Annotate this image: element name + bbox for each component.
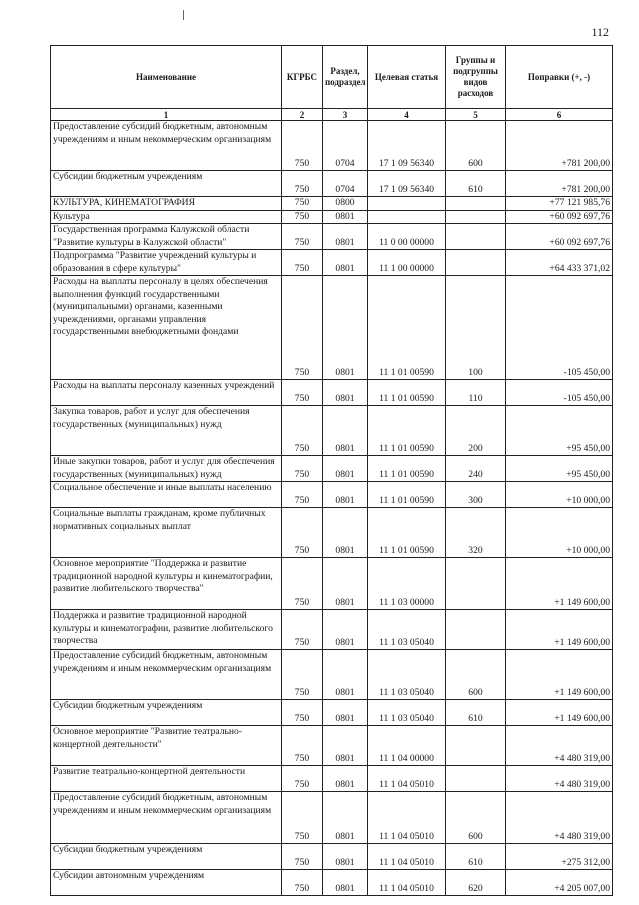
row-amount: +1 149 600,00 bbox=[506, 610, 613, 650]
row-target: 11 1 04 05010 bbox=[368, 870, 446, 896]
row-kgrbs: 750 bbox=[282, 844, 323, 870]
row-group: 600 bbox=[446, 792, 506, 844]
row-kgrbs: 750 bbox=[282, 276, 323, 380]
budget-table bbox=[50, 45, 613, 896]
row-section: 0801 bbox=[323, 276, 368, 380]
row-kgrbs: 750 bbox=[282, 766, 323, 792]
page-number: 112 bbox=[591, 25, 609, 39]
row-section: 0801 bbox=[323, 844, 368, 870]
row-group: 300 bbox=[446, 482, 506, 508]
row-name: Субсидии бюджетным учреждениям bbox=[51, 700, 282, 726]
table-row bbox=[51, 650, 613, 700]
row-amount: +60 092 697,76 bbox=[506, 224, 613, 250]
row-amount: +60 092 697,76 bbox=[506, 210, 613, 224]
column-number: 4 bbox=[368, 109, 446, 121]
row-kgrbs: 750 bbox=[282, 650, 323, 700]
table-row bbox=[51, 844, 613, 870]
row-kgrbs: 750 bbox=[282, 224, 323, 250]
row-name: Государственная программа Калужской области "Развитие культуры в Калужской области" bbox=[51, 224, 282, 250]
row-target: 17 1 09 56340 bbox=[368, 121, 446, 171]
row-amount: +781 200,00 bbox=[506, 121, 613, 171]
row-name: Развитие театрально-концертной деятельности bbox=[51, 766, 282, 792]
row-section: 0801 bbox=[323, 406, 368, 456]
row-kgrbs: 750 bbox=[282, 792, 323, 844]
row-section: 0801 bbox=[323, 250, 368, 276]
table-row bbox=[51, 766, 613, 792]
table-row bbox=[51, 456, 613, 482]
table-row bbox=[51, 726, 613, 766]
header-amendments: Поправки (+, -) bbox=[506, 46, 613, 109]
row-section: 0801 bbox=[323, 224, 368, 250]
row-target: 11 1 03 05040 bbox=[368, 610, 446, 650]
row-name: Поддержка и развитие традиционной народной культуры и кинематографии, развитие любительского творчества bbox=[51, 610, 282, 650]
row-target: 11 1 01 00590 bbox=[368, 380, 446, 406]
row-target: 11 1 01 00590 bbox=[368, 508, 446, 558]
row-name: Социальные выплаты гражданам, кроме публичных нормативных социальных выплат bbox=[51, 508, 282, 558]
row-target: 11 1 03 05040 bbox=[368, 650, 446, 700]
table-row bbox=[51, 610, 613, 650]
column-number: 2 bbox=[282, 109, 323, 121]
row-amount: +4 480 319,00 bbox=[506, 766, 613, 792]
row-amount: +10 000,00 bbox=[506, 482, 613, 508]
row-name: Социальное обеспечение и иные выплаты населению bbox=[51, 482, 282, 508]
row-name: Субсидии бюджетным учреждениям bbox=[51, 844, 282, 870]
row-name: Предоставление субсидий бюджетным, автономным учреждениям и иным некоммерческим организациям bbox=[51, 121, 282, 171]
row-group: 600 bbox=[446, 121, 506, 171]
header-name: Наименование bbox=[51, 46, 282, 109]
row-group: 620 bbox=[446, 870, 506, 896]
row-amount: +95 450,00 bbox=[506, 456, 613, 482]
row-section: 0801 bbox=[323, 558, 368, 610]
table-header-row bbox=[51, 46, 613, 109]
row-group bbox=[446, 197, 506, 211]
table-row bbox=[51, 380, 613, 406]
table-row bbox=[51, 558, 613, 610]
header-target: Целевая статья bbox=[368, 46, 446, 109]
row-amount: +10 000,00 bbox=[506, 508, 613, 558]
row-kgrbs: 750 bbox=[282, 558, 323, 610]
row-amount: +64 433 371,02 bbox=[506, 250, 613, 276]
row-section: 0801 bbox=[323, 650, 368, 700]
row-amount: +275 312,00 bbox=[506, 844, 613, 870]
table-row bbox=[51, 406, 613, 456]
row-name: Субсидии бюджетным учреждениям bbox=[51, 171, 282, 197]
table-row bbox=[51, 276, 613, 380]
table-row bbox=[51, 508, 613, 558]
row-amount: +4 480 319,00 bbox=[506, 726, 613, 766]
row-name: Субсидии автономным учреждениям bbox=[51, 870, 282, 896]
row-target: 11 1 04 00000 bbox=[368, 726, 446, 766]
row-amount: +1 149 600,00 bbox=[506, 558, 613, 610]
row-target: 11 1 04 05010 bbox=[368, 844, 446, 870]
row-name: Подпрограмма "Развитие учреждений культуры и образования в сфере культуры" bbox=[51, 250, 282, 276]
row-amount: +1 149 600,00 bbox=[506, 650, 613, 700]
row-name: Расходы на выплаты персоналу в целях обеспечения выполнения функций государственными (муниципальными) органами, казенными учреждениями, органами управления государственными внебюджетными фондами bbox=[51, 276, 282, 380]
row-kgrbs: 750 bbox=[282, 406, 323, 456]
row-group bbox=[446, 610, 506, 650]
row-name: Иные закупки товаров, работ и услуг для обеспечения государственных (муниципальных) нужд bbox=[51, 456, 282, 482]
row-target: 11 1 04 05010 bbox=[368, 766, 446, 792]
row-target: 11 1 01 00590 bbox=[368, 276, 446, 380]
row-target bbox=[368, 197, 446, 211]
row-section: 0801 bbox=[323, 726, 368, 766]
table-row bbox=[51, 121, 613, 171]
row-target: 11 1 03 00000 bbox=[368, 558, 446, 610]
row-section: 0801 bbox=[323, 482, 368, 508]
row-section: 0801 bbox=[323, 792, 368, 844]
row-kgrbs: 750 bbox=[282, 380, 323, 406]
row-group: 240 bbox=[446, 456, 506, 482]
row-kgrbs: 750 bbox=[282, 250, 323, 276]
row-section: 0704 bbox=[323, 171, 368, 197]
row-target bbox=[368, 210, 446, 224]
row-kgrbs: 750 bbox=[282, 197, 323, 211]
row-target: 11 1 00 00000 bbox=[368, 250, 446, 276]
table-row bbox=[51, 197, 613, 211]
row-amount: +95 450,00 bbox=[506, 406, 613, 456]
row-group: 600 bbox=[446, 650, 506, 700]
column-number: 1 bbox=[51, 109, 282, 121]
row-section: 0704 bbox=[323, 121, 368, 171]
row-amount: +4 205 007,00 bbox=[506, 870, 613, 896]
row-group: 100 bbox=[446, 276, 506, 380]
row-section: 0801 bbox=[323, 508, 368, 558]
column-number: 3 bbox=[323, 109, 368, 121]
row-section: 0800 bbox=[323, 197, 368, 211]
row-group: 320 bbox=[446, 508, 506, 558]
column-number-row bbox=[51, 109, 613, 121]
table-body bbox=[51, 121, 613, 896]
row-target: 11 1 03 05040 bbox=[368, 700, 446, 726]
row-target: 11 0 00 00000 bbox=[368, 224, 446, 250]
row-amount: -105 450,00 bbox=[506, 380, 613, 406]
row-section: 0801 bbox=[323, 380, 368, 406]
row-group: 610 bbox=[446, 171, 506, 197]
row-group bbox=[446, 250, 506, 276]
row-section: 0801 bbox=[323, 700, 368, 726]
row-group bbox=[446, 224, 506, 250]
row-name: КУЛЬТУРА, КИНЕМАТОГРАФИЯ bbox=[51, 197, 282, 211]
column-number: 6 bbox=[506, 109, 613, 121]
table-row bbox=[51, 700, 613, 726]
row-name: Предоставление субсидий бюджетным, автономным учреждениям и иным некоммерческим организациям bbox=[51, 650, 282, 700]
header-groups: Группы и подгруппы видов расходов bbox=[446, 46, 506, 109]
row-kgrbs: 750 bbox=[282, 210, 323, 224]
row-section: 0801 bbox=[323, 870, 368, 896]
table-row bbox=[51, 224, 613, 250]
row-section: 0801 bbox=[323, 766, 368, 792]
row-group bbox=[446, 210, 506, 224]
row-amount: +77 121 985,76 bbox=[506, 197, 613, 211]
header-section: Раздел, подраздел bbox=[323, 46, 368, 109]
row-kgrbs: 750 bbox=[282, 726, 323, 766]
row-name: Предоставление субсидий бюджетным, автономным учреждениям и иным некоммерческим организациям bbox=[51, 792, 282, 844]
table-row bbox=[51, 250, 613, 276]
row-amount: +4 480 319,00 bbox=[506, 792, 613, 844]
row-target: 11 1 01 00590 bbox=[368, 482, 446, 508]
row-amount: +781 200,00 bbox=[506, 171, 613, 197]
row-section: 0801 bbox=[323, 210, 368, 224]
row-group: 200 bbox=[446, 406, 506, 456]
row-group bbox=[446, 558, 506, 610]
header-kgrbs: КГРБС bbox=[282, 46, 323, 109]
row-section: 0801 bbox=[323, 610, 368, 650]
table-row bbox=[51, 482, 613, 508]
row-group: 610 bbox=[446, 844, 506, 870]
table-row bbox=[51, 210, 613, 224]
row-section: 0801 bbox=[323, 456, 368, 482]
row-kgrbs: 750 bbox=[282, 456, 323, 482]
row-kgrbs: 750 bbox=[282, 121, 323, 171]
row-name: Культура bbox=[51, 210, 282, 224]
row-name: Основное мероприятие "Поддержка и развитие традиционной народной культуры и кинематографии, развитие любительского творчества" bbox=[51, 558, 282, 610]
row-name: Расходы на выплаты персоналу казенных учреждений bbox=[51, 380, 282, 406]
row-group bbox=[446, 766, 506, 792]
row-kgrbs: 750 bbox=[282, 700, 323, 726]
row-amount: +1 149 600,00 bbox=[506, 700, 613, 726]
row-kgrbs: 750 bbox=[282, 171, 323, 197]
row-target: 11 1 04 05010 bbox=[368, 792, 446, 844]
column-number: 5 bbox=[446, 109, 506, 121]
row-name: Закупка товаров, работ и услуг для обеспечения государственных (муниципальных) нужд bbox=[51, 406, 282, 456]
table-row bbox=[51, 792, 613, 844]
row-amount: -105 450,00 bbox=[506, 276, 613, 380]
table-row bbox=[51, 171, 613, 197]
row-target: 11 1 01 00590 bbox=[368, 456, 446, 482]
margin-mark bbox=[183, 10, 184, 20]
row-group: 110 bbox=[446, 380, 506, 406]
row-kgrbs: 750 bbox=[282, 870, 323, 896]
row-group: 610 bbox=[446, 700, 506, 726]
row-group bbox=[446, 726, 506, 766]
row-target: 17 1 09 56340 bbox=[368, 171, 446, 197]
table-row bbox=[51, 870, 613, 896]
row-name: Основное мероприятие "Развитие театрально-концертной деятельности" bbox=[51, 726, 282, 766]
row-target: 11 1 01 00590 bbox=[368, 406, 446, 456]
row-kgrbs: 750 bbox=[282, 610, 323, 650]
row-kgrbs: 750 bbox=[282, 482, 323, 508]
row-kgrbs: 750 bbox=[282, 508, 323, 558]
